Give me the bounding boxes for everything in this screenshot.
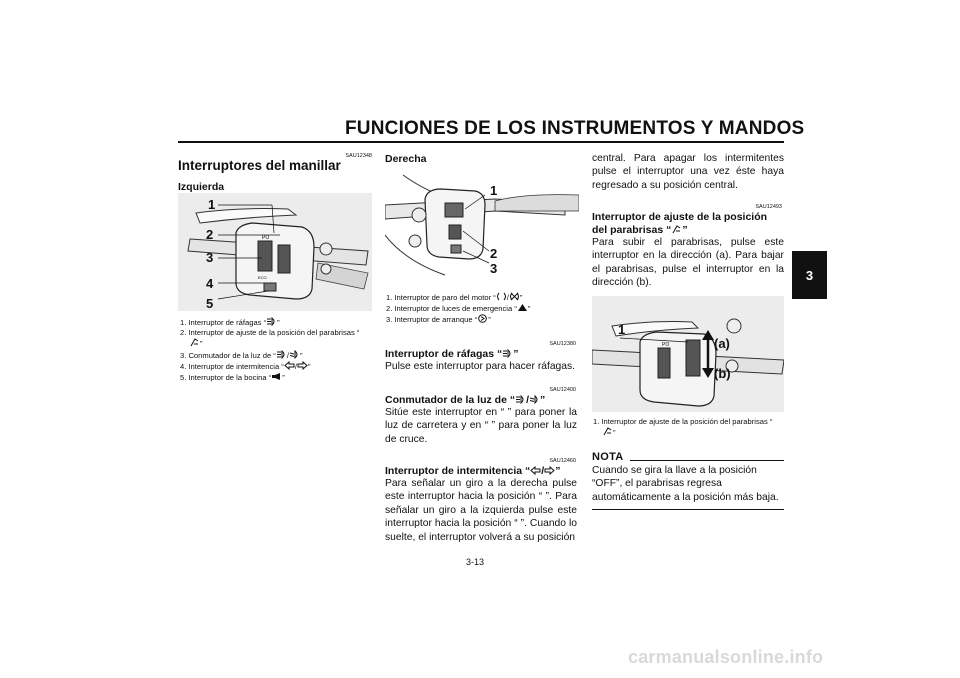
callout-2: 2 (490, 246, 498, 261)
callout-1: 1 (618, 322, 626, 337)
callout-2: 2 (206, 227, 214, 242)
turn-left-icon (530, 466, 541, 475)
svg-text:PO: PO (262, 235, 270, 241)
passing-light-icon (502, 349, 513, 358)
section-title: Interruptor de ráfagas “ ” (385, 348, 519, 360)
engine-stop-icon (509, 292, 520, 301)
page-header-title: FUNCIONES DE LOS INSTRUMENTOS Y MANDOS (345, 118, 805, 139)
section-code: SAU12380 (549, 341, 576, 347)
low-beam-icon (529, 395, 540, 404)
subsection-title-left: Izquierda (178, 181, 225, 193)
right-handlebar-illustration (385, 165, 579, 283)
caption-item: 5. Interruptor de la bocina “ ” (180, 373, 285, 383)
windshield-caption (593, 417, 783, 438)
caption-item: 1. Interruptor de ajuste de la posición del parabrisas “” (593, 417, 773, 438)
caption-item: 1. Interruptor de ráfagas “ ” (180, 318, 280, 327)
section-body: Pulse este interruptor para hacer ráfagas. (385, 361, 576, 372)
note-body: Cuando se gira la llave a la posición “OFF”, el parabrisas regresa automáticamente a la posición más baja. (592, 465, 779, 503)
caption-item: 2. Interruptor de luces de emergencia “ ” (386, 304, 531, 314)
note-rule-top (630, 460, 784, 461)
caption-item: 3. Interruptor de arranque “ ” (386, 315, 491, 325)
low-beam-icon (289, 350, 300, 359)
section-code: SAU12400 (549, 387, 576, 393)
svg-text:ECO: ECO (258, 275, 267, 280)
section-title: Conmutador de la luz de “ / ” (385, 394, 546, 406)
page-number: 3-13 (466, 557, 485, 567)
note-label: NOTA (592, 451, 624, 463)
section-title: Interruptor de ajuste de la posición del parabrisas “ ” (592, 211, 768, 236)
svg-text:PO: PO (662, 342, 670, 348)
callout-5: 5 (206, 296, 214, 311)
section-body: Sitúe este interruptor en “ ” para poner la luz de carretera y en “ ” para poner la luz de cruce. (385, 407, 577, 445)
turn-left-icon (284, 361, 295, 370)
passing-light-icon (266, 317, 277, 326)
windshield-icon (189, 338, 200, 347)
left-figure-captions (180, 317, 370, 383)
callout-1: 1 (490, 183, 498, 198)
turn-right-icon (544, 466, 555, 475)
windshield-icon (671, 225, 682, 234)
watermark: carmanualsonline.info (628, 647, 824, 667)
section-body: Para señalar un giro a la derecha pulse este interruptor hacia la posición “ ”. Para señalar un giro a la izquierda pulse este interruptor hacia la posición “ ”. Cuando lo suelte, el interruptor volverá a su posición (385, 478, 577, 543)
windshield-icon (602, 427, 613, 436)
caption-item: 2. Interruptor de ajuste de la posición del parabrisas “” (180, 328, 360, 349)
callout-a: (a) (714, 336, 730, 351)
right-figure-captions (386, 292, 576, 326)
callout-3: 3 (206, 250, 214, 265)
note-rule-bottom (592, 509, 784, 510)
windshield-switch-illustration (592, 296, 784, 412)
section-code: SAU12493 (755, 204, 782, 210)
callout-3: 3 (490, 261, 498, 276)
caption-item: 3. Conmutador de la luz de “ / ” (180, 350, 303, 360)
caption-item: 1. Interruptor de paro del motor “ / ” (386, 293, 523, 302)
start-icon (477, 314, 488, 323)
section-code: SAU12460 (549, 458, 576, 464)
section-body: Para subir el parabrisas, pulse este interruptor en la dirección (a). Para bajar el parabrisas, pulse el interruptor en la dirección (b). (592, 237, 784, 289)
high-beam-icon (276, 350, 287, 359)
callout-1: 1 (208, 197, 216, 212)
subsection-title-right: Derecha (385, 153, 427, 165)
section-title: Interruptor de intermitencia “ / ” (385, 465, 561, 477)
callout-4: 4 (206, 276, 214, 291)
high-beam-icon (515, 395, 526, 404)
horn-icon (271, 372, 282, 381)
callout-b: (b) (714, 366, 731, 381)
turn-right-icon (297, 361, 308, 370)
section-code: SAU12348 (345, 153, 372, 159)
hazard-icon (517, 303, 528, 312)
chapter-tab: 3 (792, 251, 827, 299)
section-title: Interruptores del manillar (178, 158, 341, 173)
header-rule (178, 141, 784, 143)
continued-paragraph: central. Para apagar los intermitentes pulse el interruptor una vez éste haya regresado a su posición central. (592, 153, 784, 191)
engine-run-icon (496, 292, 507, 301)
caption-item: 4. Interruptor de intermitencia “ / ” (180, 361, 311, 371)
